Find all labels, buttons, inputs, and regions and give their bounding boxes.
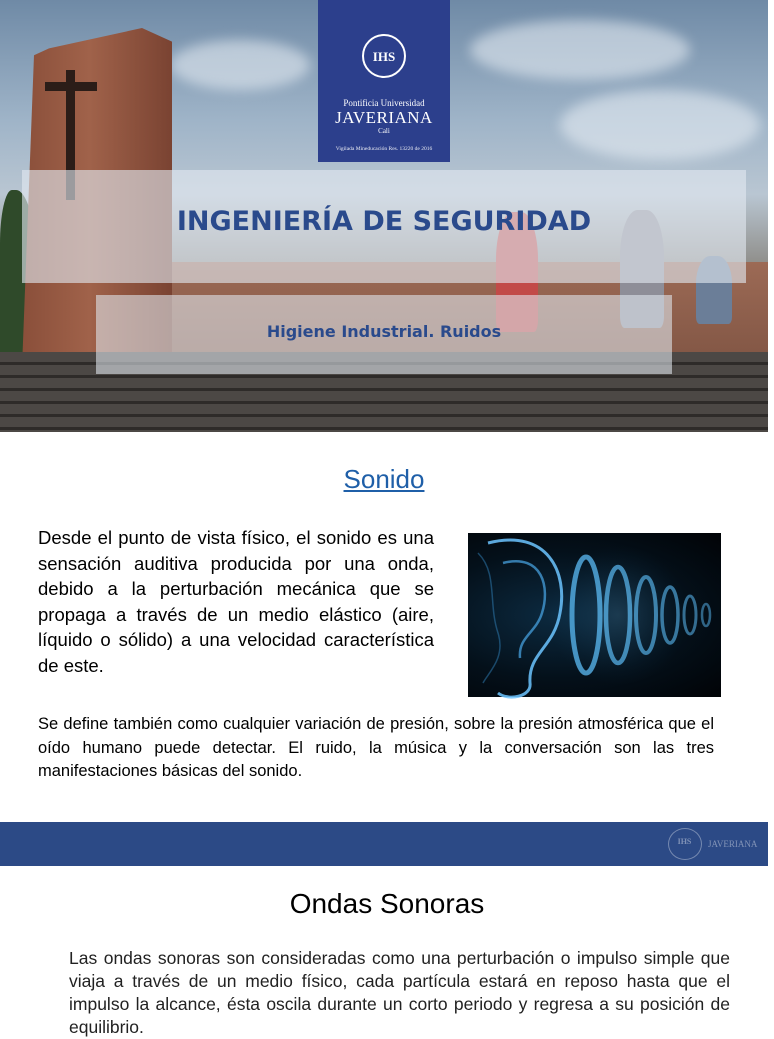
page-subtitle: Higiene Industrial. Ruidos (266, 322, 502, 341)
logo-line-javeriana: JAVERIANA (335, 108, 433, 127)
university-logo (318, 0, 450, 162)
mini-monogram: IHS (677, 837, 692, 846)
cloud-shape (470, 20, 690, 80)
ondas-paragraph: Las ondas sonoras son consideradas como una perturbación o impulso simple que viaja a través de un medio físico, cada partícula estará en reposo hasta que el impulso la alcance, ésta oscila durante un corto periodo y regresa a su posición de equilibrio. (69, 948, 730, 1037)
sonido-paragraph-1: Desde el punto de vista físico, el sonido es una sensación auditiva producida por una onda, debido a la perturbación mecánica que se propaga a través de un medio elástico (aire, líquido o sólido) a una velocidad característica de este. (38, 527, 434, 676)
sonido-heading: Sonido (343, 464, 425, 494)
logo-line-cali: Cali (378, 127, 390, 135)
cross-icon-bar (45, 82, 97, 91)
slide-divider-bar (0, 822, 768, 866)
cloud-shape (560, 90, 760, 160)
logo-line-vigilada: Vigilada Mineducación Res. 13220 de 2016 (335, 146, 433, 152)
title-band (22, 170, 746, 283)
university-seal-icon (362, 34, 406, 78)
ear-soundwave-image (468, 533, 721, 697)
university-seal-icon (668, 828, 702, 860)
ear-soundwave-icon (468, 533, 721, 697)
mini-logo-text: JAVERIANA (708, 839, 758, 849)
sonido-paragraph-2: Se define también como cualquier variación de presión, sobre la presión atmosférica que el oído humano puede detectar. El ruido, la música y la conversación son las tres manifestaciones básicas del sonido. (38, 715, 714, 780)
ondas-heading: Ondas Sonoras (289, 888, 485, 919)
sonido-slide (0, 432, 768, 822)
cloud-shape (170, 40, 310, 90)
page-title: INGENIERÍA DE SEGURIDAD (176, 206, 592, 237)
subtitle-band (96, 295, 672, 374)
ondas-slide (0, 866, 768, 1037)
logo-line-pontificia: Pontificia Universidad (343, 98, 425, 108)
cover-slide (0, 0, 768, 432)
logo-monogram: IHS (372, 49, 396, 64)
